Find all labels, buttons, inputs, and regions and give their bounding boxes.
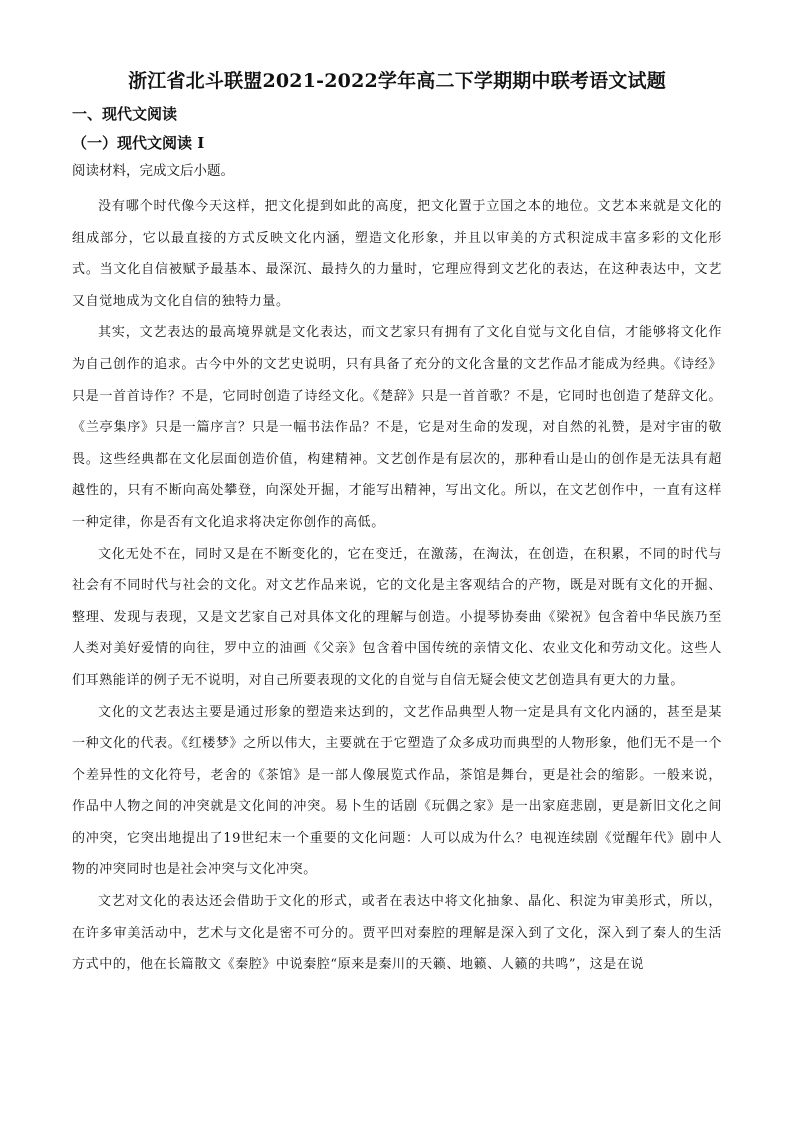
paragraph: 没有哪个时代像今天这样，把文化提到如此的高度，把文化置于立国之本的地位。文艺本来就是文化的组成部分，它以最直接的方式反映文化内涵，塑造文化形象，并且以审美的方式积淀成丰富多彩的文化形式。当文化自信被赋予最基本、最深沉、最持久的力量时，它理应得到文艺化的表达，在这种表达中，文艺又自觉地成为文化自信的独特力量。 bbox=[72, 199, 722, 309]
sub-heading: （一）现代文阅读 I bbox=[72, 134, 205, 152]
section-heading: 一、现代文阅读 bbox=[72, 105, 178, 123]
paragraph: 文化的文艺表达主要是通过形象的塑造来达到的，文艺作品典型人物一定是具有文化内涵的，甚至是某一种文化的代表。《红楼梦》之所以伟大，主要就在于它塑造了众多成功而典型的人物形象，他们无不是一个个差异性的文化符号，老舍的《茶馆》是一部人像展览式作品，茶馆是舞台，更是社会的缩影。一般来说，作品中人物之间的冲突就是文化间的冲突。易卜生的话剧《玩偶之家》是一出家庭悲剧，更是新旧文化之间的冲突，它突出地提出了19世纪末一个重要的文化问题：人可以成为什么？电视连续剧《觉醒年代》剧中人物的冲突同时也是社会冲突与文化冲突。 bbox=[72, 704, 722, 878]
document-title: 浙江省北斗联盟2021-2022学年高二下学期期中联考语文试题 bbox=[128, 70, 666, 92]
instruction-text: 阅读材料，完成文后小题。 bbox=[72, 163, 234, 179]
paragraph: 其实，文艺表达的最高境界就是文化表达，而文艺家只有拥有了文化自觉与文化自信，才能够将文化作为自己创作的追求。古今中外的文艺史说明，只有具备了充分的文化含量的文艺作品才能成为经典。《诗经》只是一首首诗作？不是，它同时创造了诗经文化。《楚辞》只是一首首歌？不是，它同时也创造了楚辞文化。《兰亭集序》只是一篇序言？只是一幅书法作品？不是，它是对生命的发现，对自然的礼赞，是对宇宙的敬畏。这些经典都在文化层面创造价值，构建精神。文艺创作是有层次的，那种看山是山的创作是无法具有超越性的，只有不断向高处攀登，向深处开掘，才能写出精神，写出文化。所以，在文艺创作中，一直有这样一种定律，你是否有文化追求将决定你创作的高低。 bbox=[72, 325, 722, 530]
paragraph: 文艺对文化的表达还会借助于文化的形式，或者在表达中将文化抽象、晶化、积淀为审美形式，所以，在许多审美活动中，艺术与文化是密不可分的。贾平凹对秦腔的理解是深入到了文化，深入到了秦人的生活方式中的，他在长篇散文《秦腔》中说秦腔“原来是秦川的天籁、地籁、人籁的共鸣”，这是在说 bbox=[72, 894, 722, 973]
paragraph: 文化无处不在，同时又是在不断变化的，它在变迁，在激荡，在淘汰，在创造，在积累，不同的时代与社会有不同时代与社会的文化。对文艺作品来说，它的文化是主客观结合的产物，既是对既有文化的开掘、整理、发现与表现，又是文艺家自己对具体文化的理解与创造。小提琴协奏曲《梁祝》包含着中华民族乃至人类对美好爱情的向往，罗中立的油画《父亲》包含着中国传统的亲情文化、农业文化和劳动文化。这些人们耳熟能详的例子无不说明，对自己所要表现的文化的自觉与自信无疑会使文艺创造具有更大的力量。 bbox=[72, 546, 722, 688]
document-page bbox=[72, 68, 722, 981]
